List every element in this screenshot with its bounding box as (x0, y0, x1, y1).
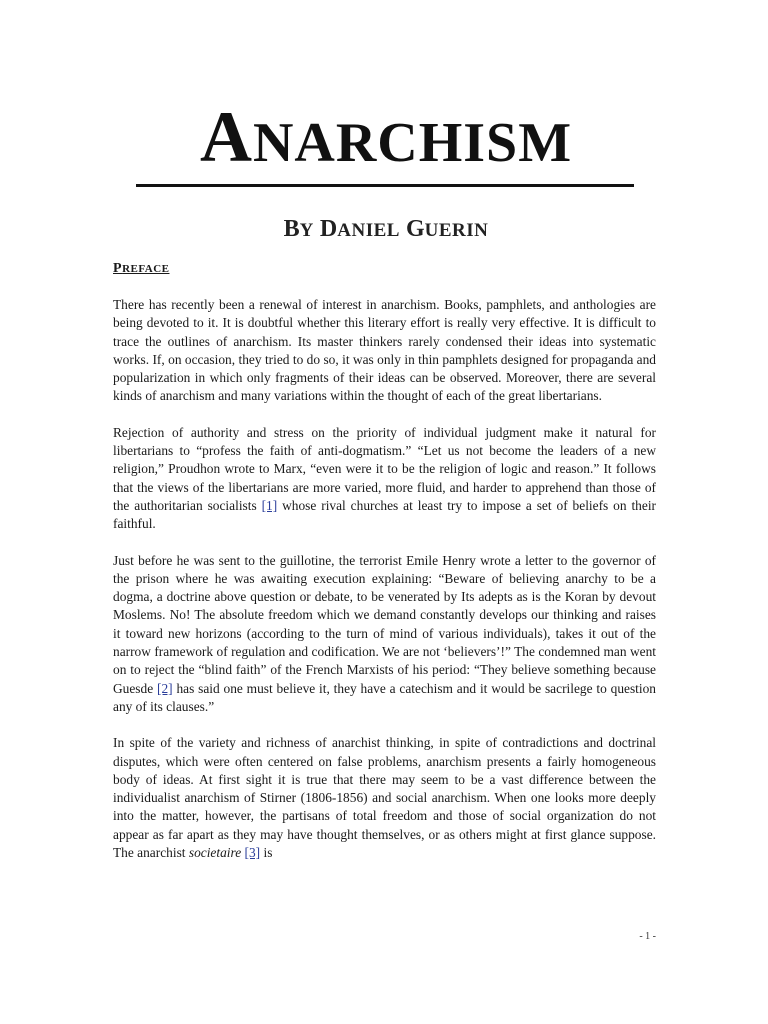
author-byline (136, 214, 636, 246)
byline-w1-initial: B (283, 216, 300, 242)
title-underline-rule (136, 184, 634, 187)
title-rest: NARCHISM (252, 112, 573, 174)
page-number: - 1 - (639, 931, 656, 942)
paragraph-1: There has recently been a renewal of interest in anarchism. Books, pamphlets, and anthologies are being devoted to it. It is doubtful whether this literary effort is really very effective. It is difficult to trace the outlines of anarchism. Its master thinkers rarely condensed their ideas into systematic works. If, on occasion, they tried to do so, it was only in thin pamphlets designed for propaganda and popularization in which only fragments of their ideas can be observed. Moreover, there are several kinds of anarchism and many variations within the thought of each of the great libertarians. (113, 297, 656, 404)
paragraph-2-text-a: Rejection of authority and stress on the priority of individual judgment make it natural for libertarians to “profess the faith of anti-dogmatism.” “Let us not become the leaders of a new religion,” Proudhon wrote to Marx, “even were it to be the religion of logic and reason.” It follows that the views of the libertarians are more varied, more fluid, and harder to apprehend than those of the authoritarian socialists (113, 424, 656, 513)
document-title (136, 97, 636, 178)
paragraph-4 (113, 734, 656, 862)
paragraph-4-italic-term: societaire (188, 845, 242, 861)
paragraph-3-text-a: Just before he was sent to the guillotine, the terrorist Emile Henry wrote a letter to the governor of the prison where he was awaiting execution explaining: “Beware of believing anarchy to be a dogma, a doctrine above question or debate, to be venerated by Its adepts as is the Koran by devout Moslems. No! The absolute freedom which we demand constantly develops our thinking and raises it toward new horizons (according to the turn of mind of various individuals), takes it out of the narrow framework of regulation and codification. We are not ‘believers’!” The condemned man went on to reject the “blind faith” of the French Marxists of his period: “They believe something because Guesde (113, 552, 656, 696)
footnote-ref-3[interactable]: [3] (244, 845, 261, 861)
byline-w3-rest: UERIN (424, 220, 489, 241)
paragraph-3-text-b: has said one must believe it, they have a catechism and it would be sacrilege to question any of its clauses.” (113, 680, 657, 714)
footnote-ref-2[interactable]: [2] (157, 680, 173, 696)
paragraph-3 (113, 552, 656, 717)
section-initial: P (113, 261, 123, 276)
body-text (113, 296, 656, 880)
paragraph-2-text-b: whose rival churches at least try to impose a set of beliefs on their faithful. (113, 497, 656, 532)
section-rest: REFACE (122, 263, 170, 275)
paragraph-4-text-b: is (260, 845, 273, 861)
byline-w2-rest: ANIEL (337, 220, 400, 241)
title-initial: A (199, 97, 253, 177)
paragraph-2 (113, 424, 656, 534)
section-heading-preface (113, 260, 169, 278)
paragraph-4-text-a: In spite of the variety and richness of anarchist thinking, in spite of contradictions and doctrinal disputes, which were often centered on false problems, anarchism presents a fairly homogeneous body of ideas. At first sight it is true that there may seem to be a vast difference between the individualist anarchism of Stirner (1806-1856) and social anarchism. When one looks more deeply into the matter, however, the partisans of total freedom and those of social organization do not appear as far apart as they may have thought themselves, or as others might at first glance suppose. The anarchist (113, 735, 656, 861)
footnote-ref-1[interactable]: [1] (261, 497, 278, 513)
byline-w2-initial: D (319, 216, 338, 242)
byline-w1-rest: Y (299, 220, 314, 241)
byline-w3-initial: G (405, 216, 425, 242)
